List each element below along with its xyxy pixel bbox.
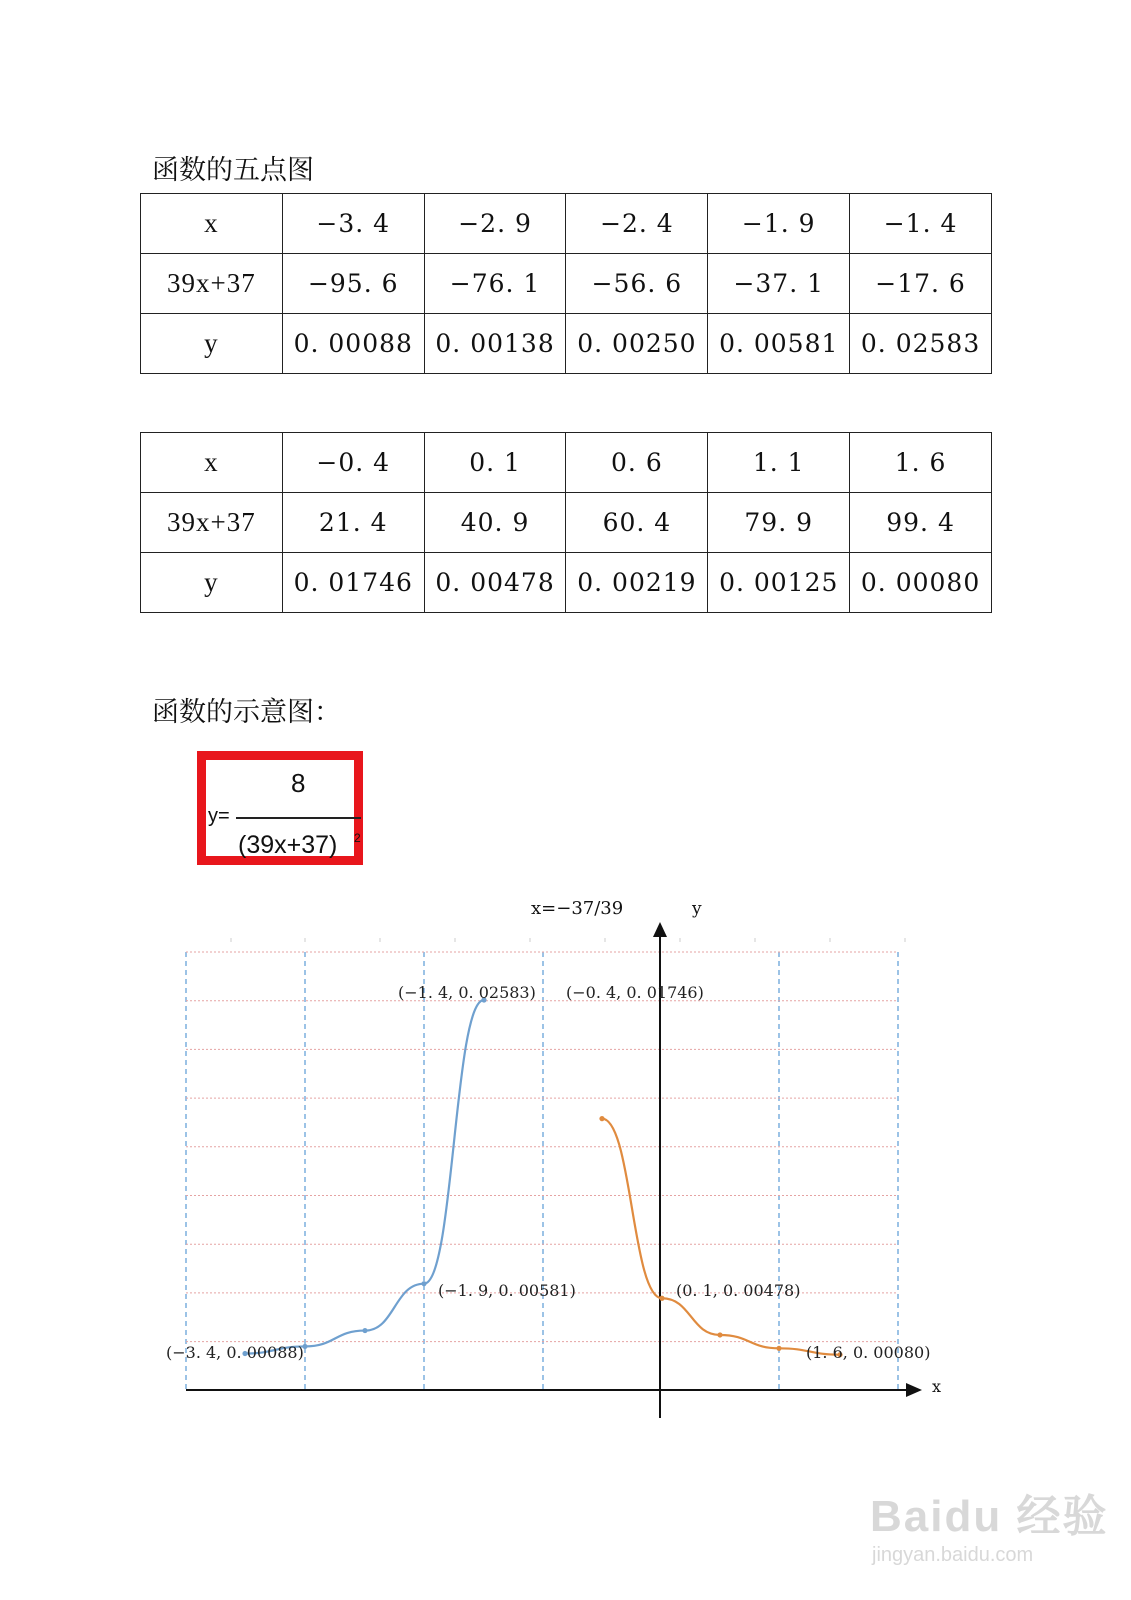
watermark <box>870 1480 1108 1567</box>
table-cell: −17. 6 <box>850 254 992 314</box>
table-cell: 0. 00088 <box>282 314 424 374</box>
table-cell: 0. 00219 <box>566 553 708 613</box>
formula-numerator: 8 <box>291 768 306 798</box>
left-branch-line <box>245 1000 484 1354</box>
formula-lhs: y= <box>208 805 230 827</box>
table-cell: 79. 9 <box>708 493 850 553</box>
table-cell: y <box>141 314 283 374</box>
watermark-url: jingyan.baidu.com <box>872 1544 1034 1566</box>
table-cell: 0. 00478 <box>424 553 566 613</box>
data-point <box>362 1328 367 1333</box>
point-label: (−3. 4, 0. 00088) <box>166 1343 304 1362</box>
table-cell: 99. 4 <box>850 493 992 553</box>
data-point <box>717 1332 722 1337</box>
table-cell: 40. 9 <box>424 493 566 553</box>
point-label: (−1. 9, 0. 00581) <box>438 1281 576 1300</box>
table-cell: −1. 9 <box>708 194 850 254</box>
formula-denominator: (39x+37) <box>238 831 338 859</box>
chart-grid <box>186 938 905 1390</box>
table-cell: 60. 4 <box>566 493 708 553</box>
table-cell: −37. 1 <box>708 254 850 314</box>
table-cell: 0. 6 <box>566 433 708 493</box>
point-label: (−1. 4, 0. 02583) <box>398 983 536 1002</box>
table-cell: 39x+37 <box>141 254 283 314</box>
formula-exponent: 2 <box>354 831 361 845</box>
table-cell: −76. 1 <box>424 254 566 314</box>
table-cell: 21. 4 <box>282 493 424 553</box>
data-point <box>776 1346 781 1351</box>
x-axis-title: x <box>932 1377 942 1396</box>
point-label: (1. 6, 0. 00080) <box>806 1343 931 1362</box>
table-cell: 39x+37 <box>141 493 283 553</box>
table-cell: −3. 4 <box>282 194 424 254</box>
watermark-brand: Baidu 经验 <box>870 1492 1109 1541</box>
right-branch-line <box>602 1119 840 1355</box>
data-point <box>659 1296 664 1301</box>
table-cell: 1. 6 <box>850 433 992 493</box>
table-cell: 0. 00125 <box>708 553 850 613</box>
table-cell: 0. 00080 <box>850 553 992 613</box>
five-point-heading: 函数的五点图 <box>152 155 314 186</box>
table-cell: −0. 4 <box>282 433 424 493</box>
table-cell: 0. 01746 <box>282 553 424 613</box>
table-cell: −95. 6 <box>282 254 424 314</box>
data-point <box>421 1281 426 1286</box>
table-cell: y <box>141 553 283 613</box>
table-cell: 0. 02583 <box>850 314 992 374</box>
point-label: (0. 1, 0. 00478) <box>676 1281 801 1300</box>
x-axis-arrow <box>906 1383 922 1397</box>
table-cell: 1. 1 <box>708 433 850 493</box>
table-cell: 0. 00581 <box>708 314 850 374</box>
table-cell: 0. 00250 <box>566 314 708 374</box>
table-cell: 0. 1 <box>424 433 566 493</box>
table-cell: −2. 9 <box>424 194 566 254</box>
y-axis-title: y <box>692 899 702 919</box>
table-cell: −2. 4 <box>566 194 708 254</box>
table-cell: 0. 00138 <box>424 314 566 374</box>
table-cell: −1. 4 <box>850 194 992 254</box>
asymptote-label: x=−37/39 <box>531 898 624 919</box>
y-axis-arrow <box>653 922 667 937</box>
table-cell: −56. 6 <box>566 254 708 314</box>
data-point <box>599 1116 604 1121</box>
sketch-heading: 函数的示意图： <box>152 697 341 728</box>
table-cell: x <box>141 194 283 254</box>
point-label: (−0. 4, 0. 01746) <box>566 983 704 1002</box>
table-cell: x <box>141 433 283 493</box>
